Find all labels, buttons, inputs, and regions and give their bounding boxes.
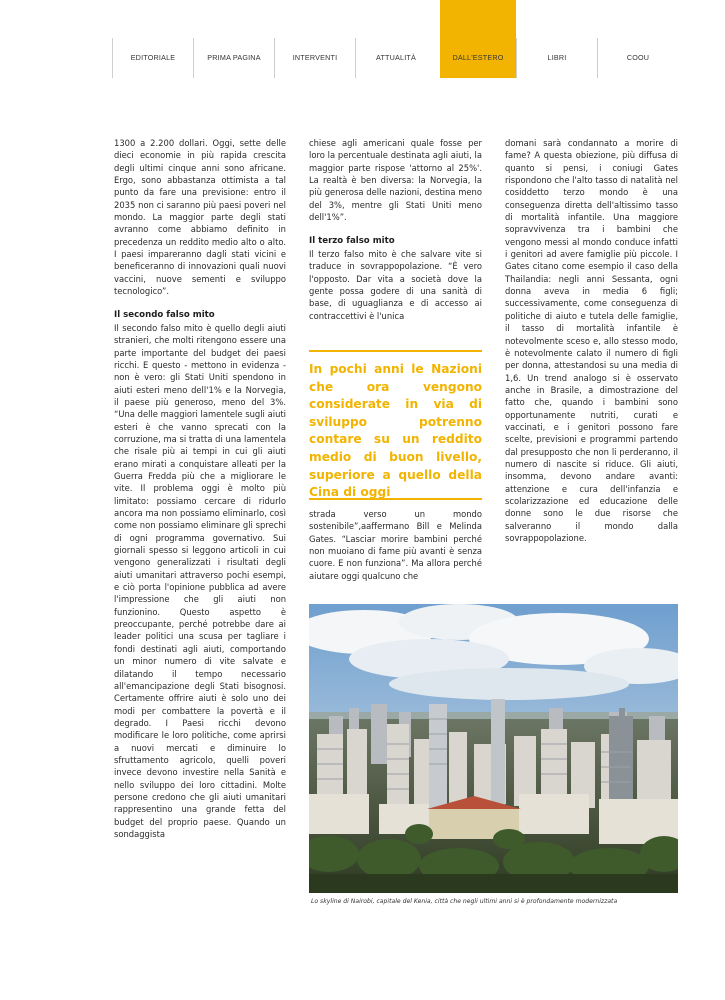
photo-caption: Lo skyline di Nairobi, capitale del Kenia, città che negli ultimi anni si è profondamente modernizzata [311, 898, 618, 905]
nav-tab-label: DALL'ESTERO [452, 53, 504, 62]
pull-quote [309, 350, 482, 500]
article-column-2-continued [309, 508, 482, 582]
nav-tab-attualita[interactable] [355, 38, 436, 78]
section-heading-second-myth: Il secondo falso mito [114, 310, 215, 321]
nav-tab-label: LIBRI [547, 53, 567, 62]
nav-tab-label: COOU [626, 53, 650, 62]
nav-tab-interventi[interactable] [274, 38, 355, 78]
nav-tab-label: PRIMA PAGINA [207, 53, 261, 62]
nav-tab-prima-pagina[interactable] [193, 38, 274, 78]
nav-tab-label: INTERVENTI [292, 53, 338, 62]
article-paragraph: domani sarà condannato a morire di fame? A questa obiezione, più diffusa di quanto si pensi, i coniugi Gates rispondono che l'alto tasso di natalità nel cosiddetto terzo mondo è una conseguenza diretta dell'altissimo tasso di mortalità infantile. Una maggiore sopravvivenza tra i bambini che vengono messi al mondo conduce infatti i genitori ad avere famiglie più piccole. I Gates citano come esempio il caso della Thailandia: negli anni Sessanta, ogni donna aveva in media 6 figli; successivamente, come conseguenza di politiche di aiuto e tutela delle famiglie, il tasso di mortalità infantile è notevolmente sceso e, allo stesso modo, è notevolmente calato il numero di figli per donna, attestandosi su una media di 1,6. Un trend analogo si è osservato anche in Brasile, a dimostrazione del fatto che, quando i bambini sono opportunamente nutriti, curati e vaccinati, e i genitori possono fare scelte, previsioni e programmi partendo dal presupposto che non li perderanno, il numero di nascite si riduce. Gli aiuti, insomma, devono andare avanti: attenzione e cura dell'infanzia e scolarizzazione ed educazione delle donne sono le due risorse che salveranno il mondo dalla sovrappopolazione. [505, 138, 678, 543]
section-heading-third-myth: Il terzo falso mito [309, 236, 395, 247]
article-column-2 [309, 137, 482, 322]
article-paragraph: 1300 a 2.200 dollari. Oggi, sette delle dieci economie in più rapida crescita degli ultimi cinque anni sono africane. Ergo, sono abbastanza ottimista a tal punto da fare una previsione: entro il 2035 non ci saranno più paesi poveri nel mondo. La maggior parte degli stati avranno come abbiamo definito in precedenza un reddito medio alto o alto. I paesi impareranno dagli stati vicini e beneficeranno di innovazioni quali nuovi vaccini, nuove sementi e sviluppo tecnologico”. [114, 138, 286, 297]
nairobi-skyline-photo [309, 604, 678, 893]
nav-tab-editoriale[interactable] [112, 38, 193, 78]
nav-tab-label: EDITORIALE [130, 53, 176, 62]
article-paragraph: chiese agli americani quale fosse per loro la percentuale destinata agli aiuti, la maggior parte rispose 'attorno al 25%'. La realtà è ben diversa: la Norvegia, la più generosa delle nazioni, destina meno del 3%, mentre gli Stati Uniti meno dell'1%”. [309, 138, 482, 223]
article-paragraph: Il secondo falso mito è quello degli aiuti stranieri, che molti ritengono essere una parte importante del budget dei paesi ricchi. E questo - mettono in evidenza - non è vero: gli Stati Uniti spendono in aiuti esteri meno dell'1% e la Norvegia, il paese più generoso, meno del 3%. “Una delle maggiori lamentele sugli aiuti esteri è che vanno sprecati con la corruzione, ma si tratta di una lamentela che risale più ai tempi in cui gli aiuti erano mirati a conquistare alleati per la Guerra Fredda più che a migliorare le vite. Il problema oggi è molto più limitato: possiamo cercare di ridurlo ancora ma non possiamo eliminarlo, così come non possiamo eliminare gli sprechi di ogni programma governativo. Sui giornali spesso si leggono articoli in cui vengono generalizzati i risultati degli aiuti umanitari attraverso pochi esempi, e ciò porta l'opinione pubblica ad avere l'impressione che gli aiuti non funzionino. Questo aspetto è preoccupante, perché potrebbe dare ai leader politici una scusa per tagliare i fondi destinati agli aiuti, comportando un minor numero di vite salvate e dilatando il tempo necessario all'emancipazione degli Stati bisognosi. Certamente offrire aiuti è solo uno dei modi per combattere la povertà e il degrado. I Paesi ricchi devono modificare le loro politiche, come aprirsi a nuovi mercati e diminuire lo sfruttamento agricolo, quelli poveri invece devono investire nella Sanità e nello sviluppo dei loro cittadini. Molte persone credono che gli aiuti umanitari rappresentino una grande fetta del budget del proprio paese. Quando un sondaggista [114, 322, 286, 839]
skyline-illustration-icon [309, 604, 678, 893]
article-column-1 [114, 137, 286, 840]
article-paragraph: strada verso un mondo sostenibile”,aaffermano Bill e Melinda Gates. “Lasciar morire bambini perché non muoiano di fame più avanti è senza cuore. E non funziona”. Ma allora perché aiutare oggi qualcuno che [309, 509, 482, 581]
article-column-3 [505, 137, 678, 544]
article-paragraph: Il terzo falso mito è che salvare vite si traduce in sovrappopolazione. “È vero l'opposto. Dar vita a società dove la gente possa godere di una sanità di base, di uguaglianza e di accesso ai contraccettivi è l'unica [309, 248, 482, 321]
nav-tab-label: ATTUALITÀ [375, 53, 416, 62]
nav-tab-dall-estero[interactable] [440, 0, 516, 78]
nav-tab-libri[interactable] [516, 38, 597, 78]
nav-tab-coou[interactable] [597, 38, 678, 78]
section-nav [112, 0, 678, 78]
pull-quote-text: In pochi anni le Nazioni che ora vengono considerate in via di sviluppo potrenno contare su un reddito medio di buon livello, superiore a quello della Cina di oggi [309, 362, 482, 500]
